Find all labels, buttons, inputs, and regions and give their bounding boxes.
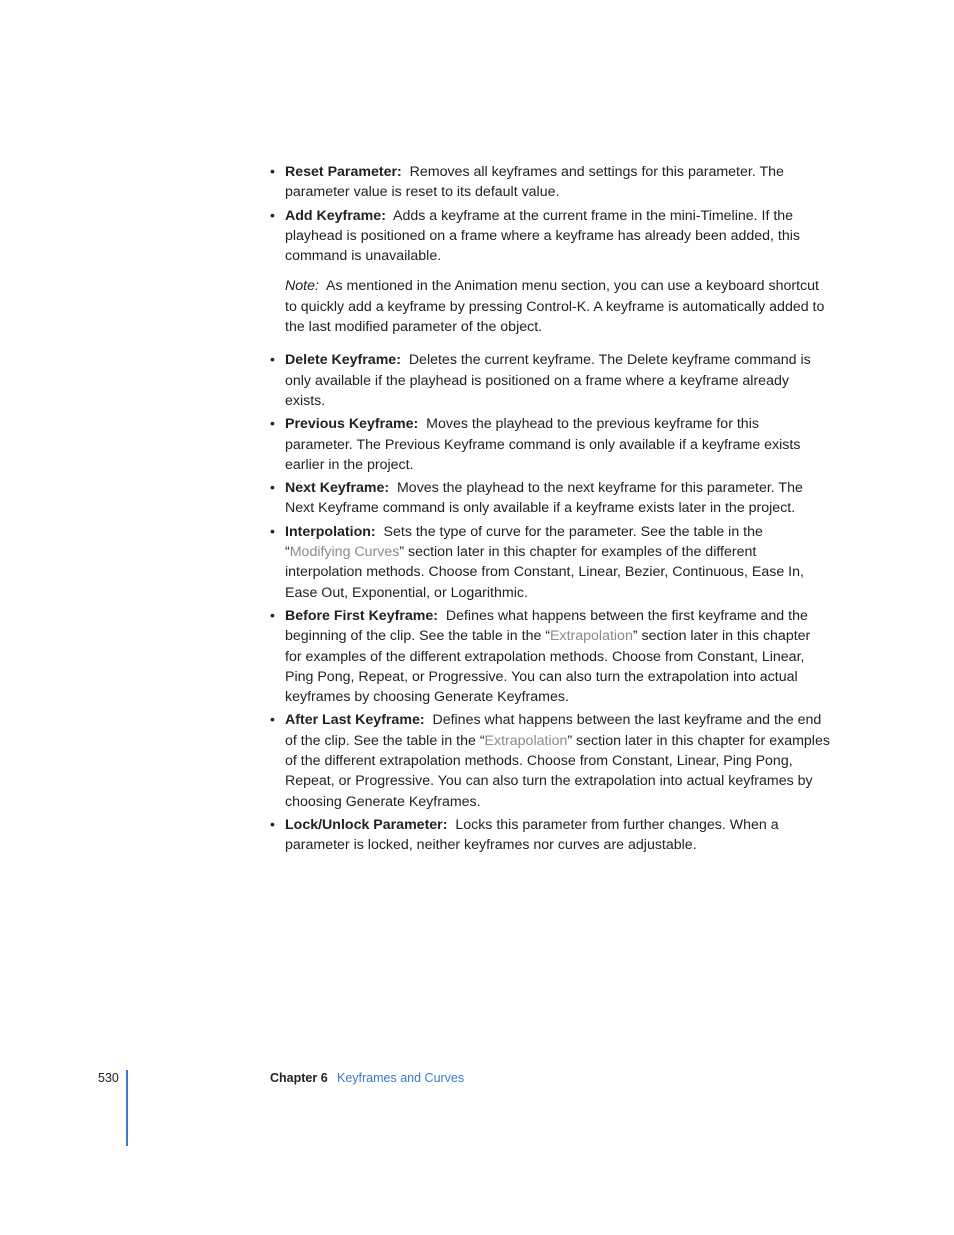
item-text: Moves the playhead to the next keyframe for this parameter. The Next Keyframe command is only available if a keyframe exists later in the project. <box>285 480 803 517</box>
footer-chapter: Chapter 6 <box>270 1071 328 1085</box>
list-item <box>270 414 830 475</box>
item-term: After Last Keyframe: <box>285 712 425 729</box>
bullet-icon: • <box>270 607 275 624</box>
extrapolation-link[interactable]: Extrapolation <box>550 628 633 645</box>
bullet-icon: • <box>270 523 275 540</box>
item-term: Interpolation: <box>285 523 376 540</box>
item-term: Lock/Unlock Parameter: <box>285 816 448 833</box>
list-item <box>270 206 830 267</box>
bullet-icon: • <box>270 207 275 224</box>
bullet-icon: • <box>270 416 275 433</box>
item-term: Previous Keyframe: <box>285 416 419 433</box>
note-text: As mentioned in the Animation menu section, you can use a keyboard shortcut to quickly add a keyframe by pressing Control-K. A keyframe is automatically added to the last modified parameter of the object. <box>285 278 825 336</box>
list-item <box>270 606 830 707</box>
item-text-post: ” section later in this chapter for examples of the different interpolation methods. Choose from Constant, Linear, Bezier, Continuous, Ease In, Ease Out, Exponential, or Logarithmic. <box>285 544 804 601</box>
footer-divider <box>126 1070 128 1146</box>
item-text: Removes all keyframes and settings for this parameter. The parameter value is reset to its default value. <box>285 164 784 201</box>
bullet-icon: • <box>270 712 275 729</box>
item-term: Next Keyframe: <box>285 480 390 497</box>
list-item <box>270 710 830 811</box>
item-text-post: ” section later in this chapter for examples of the different extrapolation methods. Choose from Constant, Linear, Ping Pong, Repeat, or Progressive. You can also turn the extrapolation into actual keyframes by choosing Generate Keyframes. <box>285 732 830 810</box>
bullet-icon: • <box>270 816 275 833</box>
item-term: Reset Parameter: <box>285 164 402 180</box>
list-item <box>270 815 830 856</box>
item-text-pre: Sets the type of curve for the parameter. See the table in the “ <box>285 523 763 561</box>
note-block <box>270 276 830 337</box>
item-text: Adds a keyframe at the current frame in the mini-Timeline. If the playhead is positioned on a frame where a keyframe has already been added, this command is unavailable. <box>285 207 801 265</box>
page-number: 530 <box>98 1071 119 1085</box>
item-term: Add Keyframe: <box>285 207 386 224</box>
item-text-pre: Defines what happens between the last keyframe and the end of the clip. See the table in the “ <box>285 712 822 749</box>
bullet-icon: • <box>270 352 275 369</box>
modifying-curves-link[interactable]: Modifying Curves <box>289 544 400 561</box>
extrapolation-link[interactable]: Extrapolation <box>484 732 568 749</box>
item-text: Deletes the current keyframe. The Delete keyframe command is only available if the playhead is positioned on a frame where a keyframe already exists. <box>285 352 811 409</box>
item-term: Before First Keyframe: <box>285 607 438 624</box>
item-text-pre: Defines what happens between the first keyframe and the beginning of the clip. See the table in the “ <box>285 607 808 645</box>
note-label: Note: <box>285 278 319 295</box>
page-content <box>270 162 830 859</box>
bullet-icon: • <box>270 480 275 497</box>
item-term: Delete Keyframe: <box>285 352 401 369</box>
list-item <box>270 162 830 203</box>
list-item <box>270 350 830 411</box>
item-text: Locks this parameter from further changes. When a parameter is locked, neither keyframes nor curves are adjustable. <box>285 816 779 854</box>
list-item <box>270 522 830 603</box>
list-item <box>270 478 830 519</box>
bullet-icon: • <box>270 164 275 180</box>
item-text: Moves the playhead to the previous keyframe for this parameter. The Previous Keyframe command is only available if a keyframe exists earlier in the project. <box>285 416 801 473</box>
footer-chapter-title: Keyframes and Curves <box>337 1071 465 1085</box>
item-text-post: ” section later in this chapter for examples of the different extrapolation methods. Choose from Constant, Linear, Ping Pong, Repeat, or Progressive. You can also turn the extrapolation into actual keyframes by choosing Generate Keyframes. <box>285 628 811 706</box>
